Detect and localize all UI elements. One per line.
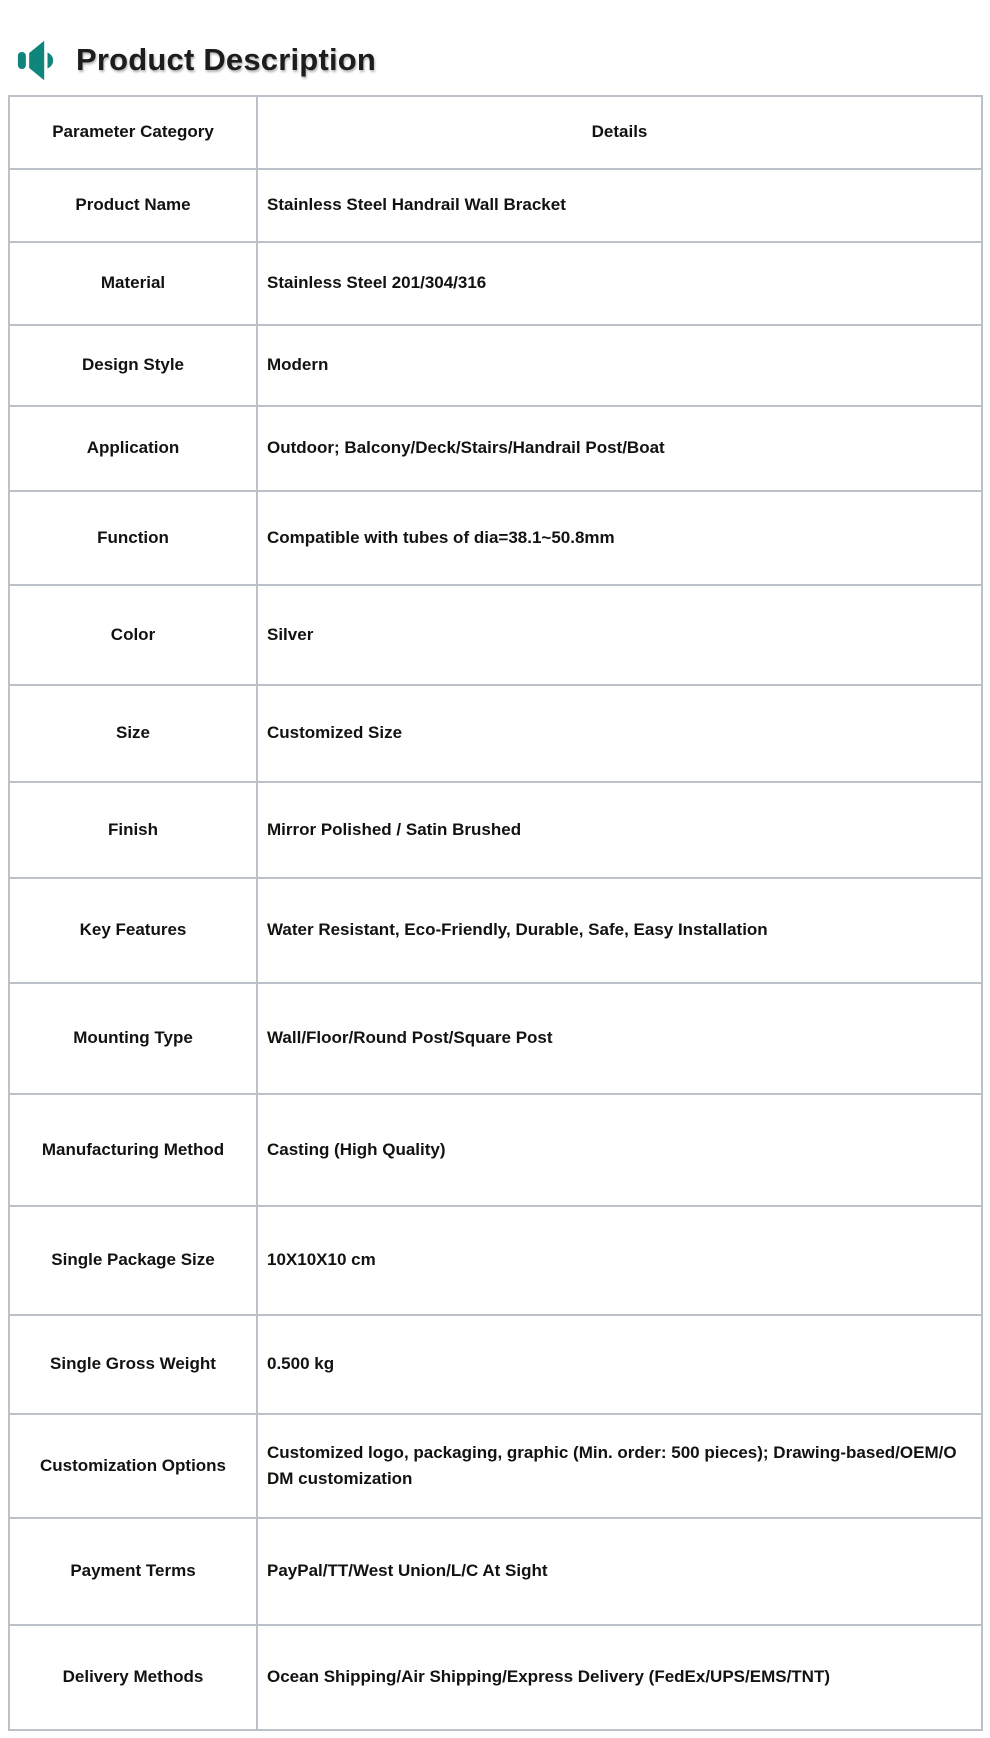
speaker-megaphone-icon: [16, 37, 63, 84]
product-parameter-table: [8, 95, 983, 1731]
row-details: Modern: [267, 355, 329, 375]
row-details: Customized Size: [267, 723, 403, 743]
row-details: 10X10X10 cm: [267, 1250, 376, 1270]
row-details: Silver: [267, 624, 314, 644]
row-details: Ocean Shipping/Air Shipping/Express Delivery (FedEx/UPS/EMS/TNT): [267, 1667, 831, 1687]
table-row: [10, 168, 981, 241]
table-row: [10, 584, 981, 684]
row-details: Casting (High Quality): [267, 1139, 446, 1159]
row-details: Stainless Steel 201/304/316: [267, 273, 487, 293]
row-details: Compatible with tubes of dia=38.1~50.8mm: [267, 527, 615, 547]
row-category: Product Name: [10, 170, 258, 241]
row-category: Payment Terms: [10, 1519, 258, 1624]
row-details: Mirror Polished / Satin Brushed: [267, 819, 522, 839]
table-row: [10, 324, 981, 405]
row-category: Single Gross Weight: [10, 1316, 258, 1413]
page-title: Product Description: [76, 42, 377, 77]
row-category: Key Features: [10, 879, 258, 982]
table-row: [10, 241, 981, 324]
header-parameter-category: Parameter Category: [10, 97, 258, 168]
row-category: Design Style: [10, 326, 258, 405]
row-category: Manufacturing Method: [10, 1095, 258, 1205]
row-details: PayPal/TT/West Union/L/C At Sight: [267, 1561, 548, 1581]
row-category: Function: [10, 492, 258, 584]
row-category: Single Package Size: [10, 1207, 258, 1314]
table-row: [10, 1093, 981, 1205]
table-row: [10, 781, 981, 877]
table-row: [10, 490, 981, 584]
table-row: [10, 1413, 981, 1517]
row-category: Application: [10, 407, 258, 490]
row-details: Customized logo, packaging, graphic (Min. order: 500 pieces); Drawing-based/OEM/ODM customization: [267, 1442, 957, 1488]
row-category: Finish: [10, 783, 258, 877]
row-details: Water Resistant, Eco-Friendly, Durable, Safe, Easy Installation: [267, 920, 768, 940]
row-details: Wall/Floor/Round Post/Square Post: [267, 1028, 553, 1048]
row-category: Customization Options: [10, 1415, 258, 1517]
table-row: [10, 982, 981, 1093]
row-category: Mounting Type: [10, 984, 258, 1093]
table-row: [10, 1517, 981, 1624]
row-category: Color: [10, 586, 258, 684]
table-header-row: [10, 97, 981, 168]
row-details: Stainless Steel Handrail Wall Bracket: [267, 195, 566, 215]
table-row: [10, 684, 981, 781]
header-details: Details: [591, 122, 648, 142]
row-category: Size: [10, 686, 258, 781]
row-category: Delivery Methods: [10, 1626, 258, 1729]
table-row: [10, 1624, 981, 1729]
page-header: [0, 0, 990, 92]
table-row: [10, 405, 981, 490]
table-row: [10, 1205, 981, 1314]
table-row: [10, 1314, 981, 1413]
table-row: [10, 877, 981, 982]
row-category: Material: [10, 243, 258, 324]
row-details: Outdoor; Balcony/Deck/Stairs/Handrail Post/Boat: [267, 438, 665, 458]
row-details: 0.500 kg: [267, 1354, 335, 1374]
